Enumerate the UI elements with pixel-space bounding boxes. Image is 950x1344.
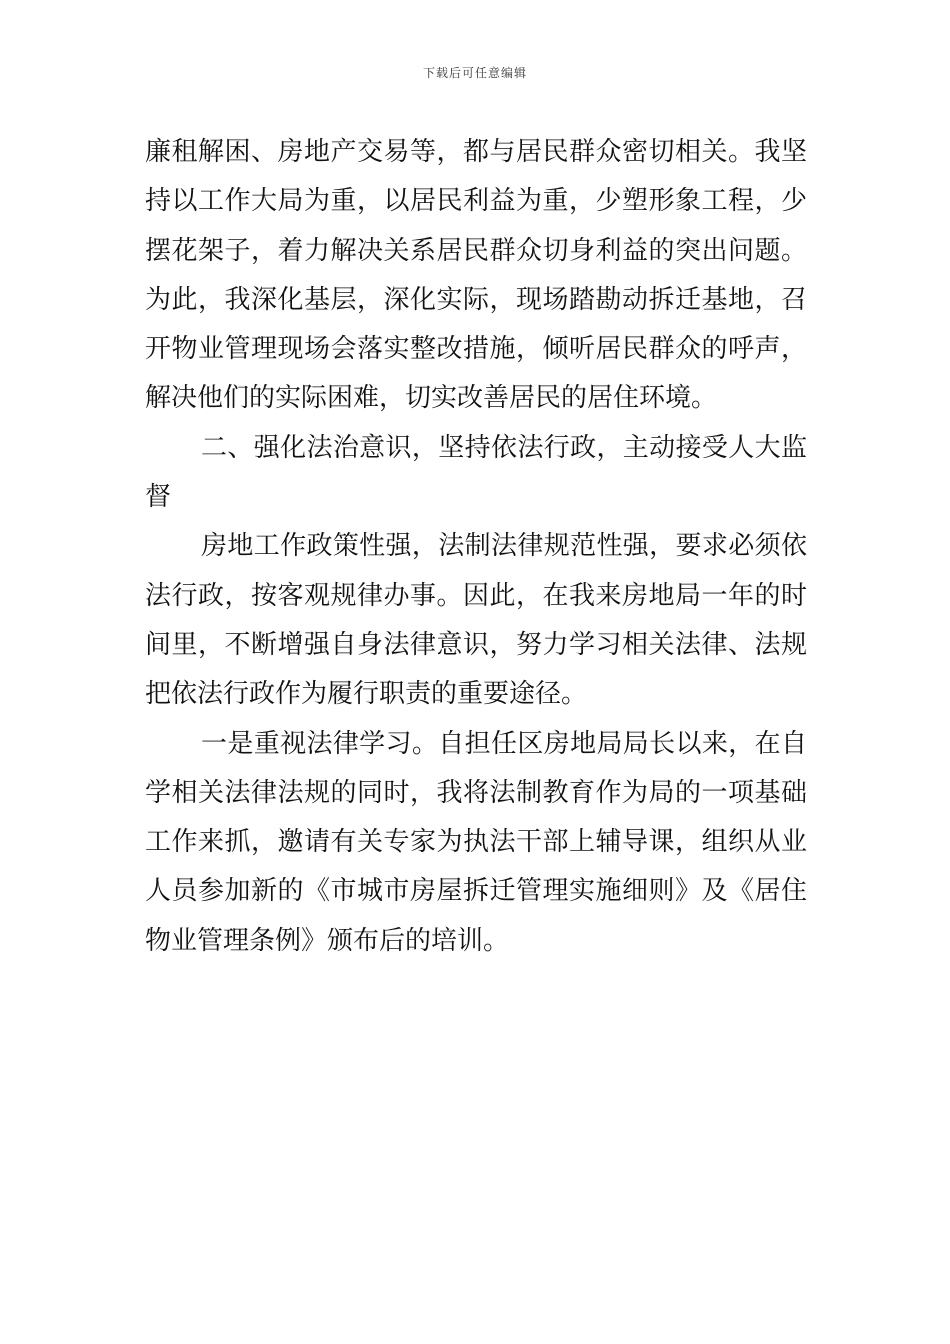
text-line: 解决他们的实际困难，切实改善居民的居住环境。	[145, 383, 718, 414]
text-line: 把依法行政作为履行职责的重要途径。	[145, 679, 588, 710]
text-line: 学相关法律法规的同时，我将法制教育作为局的一项基础	[145, 777, 807, 808]
header-note: 下载后可任意编辑	[422, 66, 527, 80]
text-line: 督	[145, 482, 172, 513]
text-line: 人员参加新的《市城市房屋拆迁管理实施细则》及《居住	[145, 876, 807, 907]
paragraph-3	[145, 522, 807, 719]
text-line: 工作来抓，邀请有关专家为执法干部上辅导课，组织从业	[145, 827, 807, 858]
text-line: 持以工作大局为重，以居民利益为重，少塑形象工程，少	[145, 186, 807, 217]
text-line: 房地工作政策性强，法制法律规范性强，要求必须依	[201, 531, 807, 562]
text-line: 为此，我深化基层，深化实际，现场踏勘动拆迁基地，召	[145, 284, 807, 315]
text-line: 开物业管理现场会落实整改措施，倾听居民群众的呼声，	[145, 334, 807, 365]
text-line: 一是重视法律学习。自担任区房地局局长以来，在自	[201, 728, 807, 759]
text-line: 法行政，按客观规律办事。因此，在我来房地局一年的时	[145, 580, 807, 611]
section-heading-paragraph	[145, 424, 807, 523]
text-line: 摆花架子，着力解决关系居民群众切身利益的突出问题。	[145, 235, 807, 266]
paragraph-4	[145, 720, 807, 966]
text-line: 二、强化法治意识，坚持依法行政，主动接受人大监	[201, 432, 807, 463]
document-body	[145, 128, 807, 966]
text-line: 间里，不断增强自身法律意识，努力学习相关法律、法规	[145, 629, 807, 660]
paragraph-1	[145, 128, 807, 424]
text-line: 廉租解困、房地产交易等，都与居民群众密切相关。我坚	[145, 137, 807, 167]
text-line: 物业管理条例》颁布后的培训。	[145, 925, 510, 956]
